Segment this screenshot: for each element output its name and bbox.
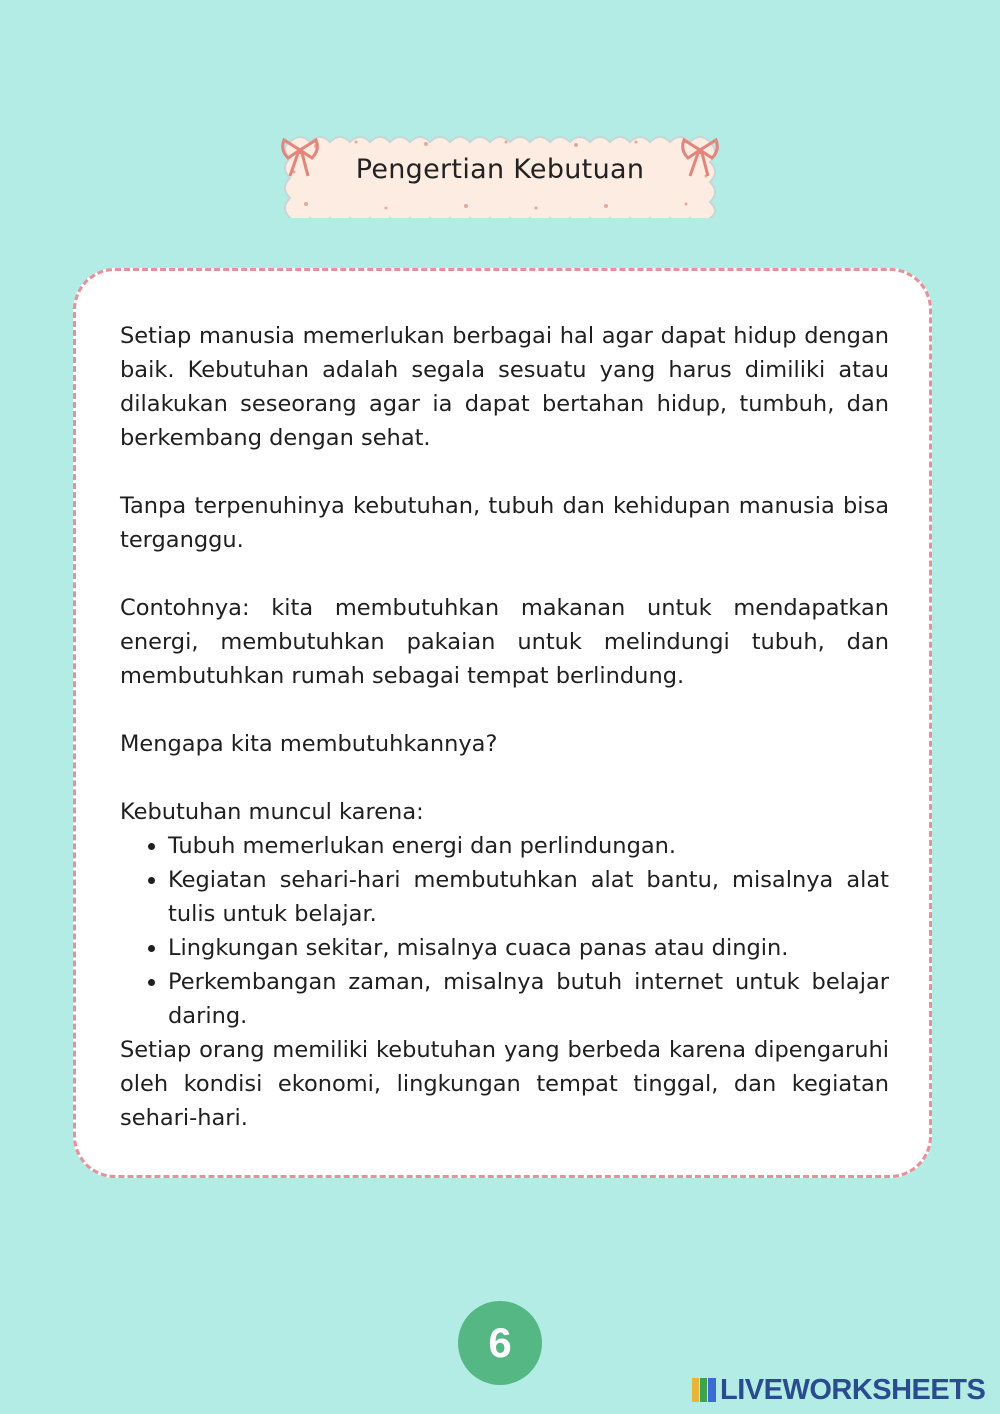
consequence-paragraph: Tanpa terpenuhinya kebutuhan, tubuh dan kehidupan manusia bisa terganggu. bbox=[120, 493, 889, 553]
reasons-list bbox=[120, 829, 889, 1033]
list-item: • Lingkungan sekitar, misalnya cuaca panas atau dingin. bbox=[168, 931, 889, 965]
example-paragraph: Contohnya: kita membutuhkan makanan untuk mendapatkan energi, membutuhkan pakaian untuk melindungi tubuh, dan membutuhkan rumah sebagai tempat berlindung. bbox=[120, 595, 889, 689]
intro-paragraph: Setiap manusia memerlukan berbagai hal agar dapat hidup dengan baik. Kebutuhan adalah segala sesuatu yang harus dimiliki atau dilakukan seseorang agar ia dapat bertahan hidup, tumbuh, dan berkembang dengan sehat. bbox=[120, 323, 889, 451]
liveworksheets-logo-icon bbox=[692, 1378, 716, 1402]
closing-paragraph: Setiap orang memiliki kebutuhan yang berbeda karena dipengaruhi oleh kondisi ekonomi, lingkungan tempat tinggal, dan kegiatan sehari-hari. bbox=[120, 1037, 889, 1131]
content-card bbox=[73, 268, 932, 1178]
list-intro: Kebutuhan muncul karena: bbox=[120, 799, 424, 825]
title-banner bbox=[276, 132, 724, 218]
list-item: • Kegiatan sehari-hari membutuhkan alat bantu, misalnya alat tulis untuk belajar. bbox=[168, 863, 889, 931]
page-title: Pengertian Kebutuan bbox=[355, 154, 645, 185]
watermark-text: LIVEWORKSHEETS bbox=[720, 1373, 986, 1406]
list-item: • Perkembangan zaman, misalnya butuh internet untuk belajar daring. bbox=[168, 965, 889, 1033]
list-item: • Tubuh memerlukan energi dan perlindungan. bbox=[168, 829, 889, 863]
liveworksheets-watermark bbox=[692, 1372, 985, 1408]
content-body bbox=[120, 319, 889, 1135]
question-heading: Mengapa kita membutuhkannya? bbox=[120, 731, 498, 757]
page-number: 6 bbox=[458, 1301, 542, 1385]
